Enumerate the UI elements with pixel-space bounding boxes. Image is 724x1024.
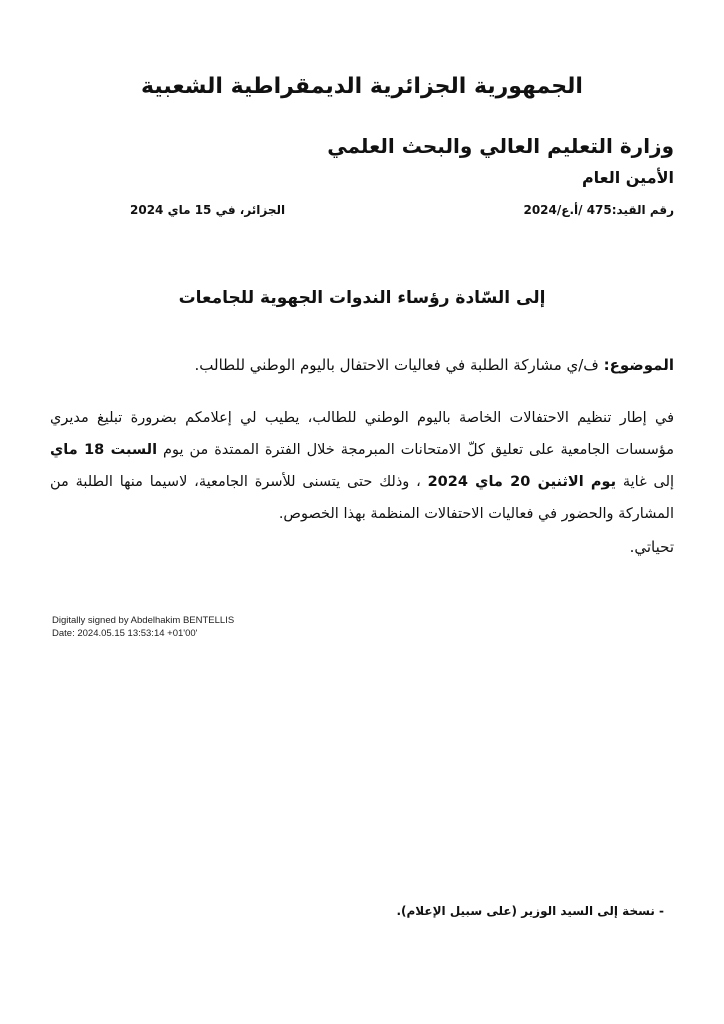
subject-text: ف/ي مشاركة الطلبة في فعاليات الاحتفال باليوم الوطني للطالب. (194, 356, 604, 374)
addressee: إلى السّادة رؤساء الندوات الجهوية للجامعات (178, 288, 546, 308)
letter-body (50, 402, 674, 530)
subject-line (50, 356, 674, 374)
body-text-2: إلى غاية (616, 474, 675, 490)
digital-signature (52, 614, 234, 640)
republic-title: الجمهورية الجزائرية الديمقراطية الشعبية (141, 74, 583, 99)
closing-greeting: تحياتي. (629, 538, 674, 556)
body-text-1: في إطار تنظيم الاحتفالات الخاصة باليوم الوطني للطالب، يطيب لي إعلامكم بضرورة تبليغ مديري مؤسسات الجامعية على تعليق كلّ الامتحانات المبرمجة خلال الفترة الممتدة من يوم (50, 410, 674, 458)
subject-label: الموضوع: (603, 356, 674, 374)
reference-number: رقم القيد:475 /أ.ع/2024 (523, 203, 674, 217)
reference-row (130, 203, 674, 223)
ministry-name: وزارة التعليم العالي والبحث العلمي (327, 134, 674, 158)
copy-note: - نسخة إلى السيد الوزير (على سبيل الإعلام). (396, 904, 664, 918)
place-date: الجزائر، في 15 ماي 2024 (130, 203, 286, 217)
office-title: الأمين العام (581, 168, 674, 187)
signature-date: Date: 2024.05.15 13:53:14 +01'00' (52, 628, 198, 639)
body-date-start: السبت 18 ماي (50, 442, 158, 458)
signature-signer: Digitally signed by Abdelhakim BENTELLIS (52, 615, 235, 626)
body-text-3: ، وذلك حتى يتسنى للأسرة الجامعية، لاسيما منها الطلبة من المشاركة والحضور في فعاليات الاحتفالات المنظمة بهذا الخصوص. (50, 474, 674, 522)
body-date-end: يوم الاثنين 20 ماي 2024 (427, 474, 617, 490)
